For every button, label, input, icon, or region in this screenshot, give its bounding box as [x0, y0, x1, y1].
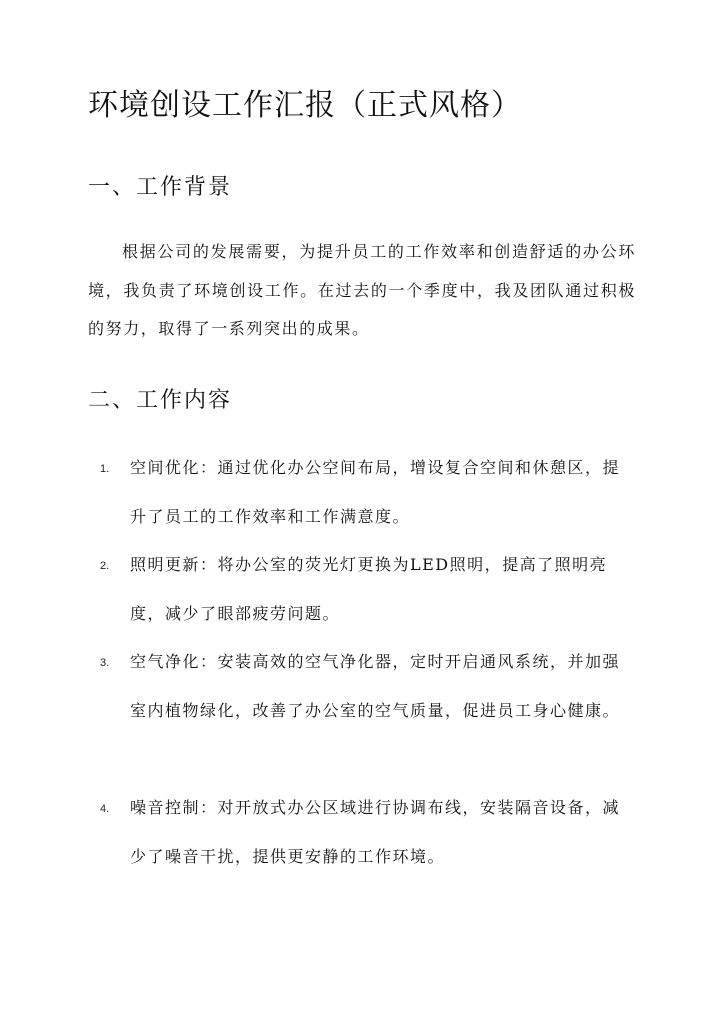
- list-item: [100, 456, 636, 541]
- list-item: [100, 650, 636, 735]
- list-item-number: 2.: [100, 560, 110, 572]
- list-item-number: 4.: [100, 803, 110, 815]
- list-item: [100, 553, 636, 638]
- list-item-number: 3.: [100, 657, 110, 669]
- section-heading-content: 二、工作内容: [88, 388, 233, 413]
- background-paragraph: 根据公司的发展需要，为提升员工的工作效率和创造舒适的办公环境，我负责了环境创设工作。在过去的一个季度中，我及团队通过积极的努力，取得了一系列突出的成果。: [88, 242, 636, 338]
- list-item-text: 噪音控制：对开放式办公区域进行协调布线，安装隔音设备，减少了噪音干扰，提供更安静的工作环境。: [130, 798, 621, 866]
- list-item-number: 1.: [100, 463, 110, 475]
- document-title: 环境创设工作汇报（正式风格）: [88, 88, 522, 123]
- section-heading-background: 一、工作背景: [88, 175, 233, 200]
- list-item-text: 空气净化：安装高效的空气净化器，定时开启通风系统，并加强室内植物绿化，改善了办公室的空气质量，促进员工身心健康。: [130, 652, 621, 720]
- list-item-text: 空间优化：通过优化办公空间布局，增设复合空间和休憩区，提升了员工的工作效率和工作满意度。: [130, 458, 621, 526]
- list-item-text: 照明更新：将办公室的荧光灯更换为LED照明，提高了照明亮度，减少了眼部疲劳问题。: [130, 555, 608, 623]
- list-item: [100, 796, 636, 881]
